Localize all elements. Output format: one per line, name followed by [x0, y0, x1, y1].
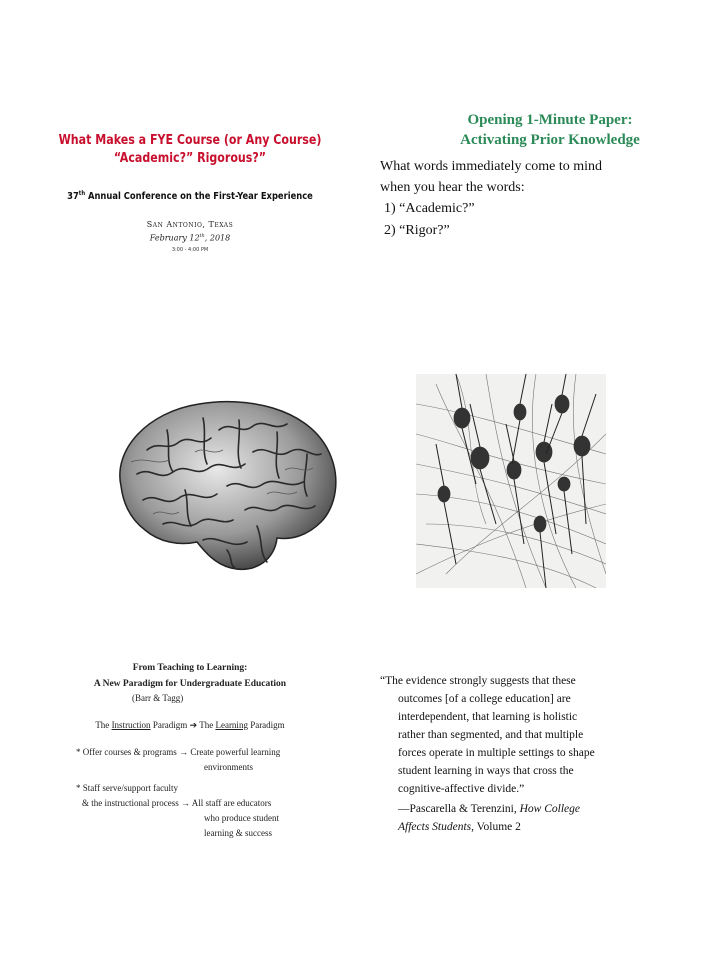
prompt-text: What words immediately come to mind when you hear the words: — [380, 159, 603, 195]
brain-illustration — [107, 390, 343, 580]
neuron-illustration — [416, 374, 606, 588]
comparison-row-courses: * Offer courses & programs → Create powerful learning — [76, 747, 281, 757]
slide-heading: Opening 1-Minute Paper: Activating Prior Knowledge — [460, 112, 640, 148]
time: 3:00 - 4:00 PM — [171, 246, 209, 253]
prompt-item-rigor: 2) “Rigor?” — [384, 223, 450, 238]
paradigm-comparison: The Instruction Paradigm ➔ The Learning Paradigm — [95, 720, 285, 730]
slide-heading: From Teaching to Learning: A New Paradigm for Undergraduate Education — [93, 663, 287, 689]
comparison-row-staff: * Staff serve/support faculty — [76, 783, 179, 793]
quote-attribution: —Pascarella & Terenzini, How College Affects Students, Volume 2 — [398, 803, 580, 833]
slide-neuron-image — [380, 360, 720, 660]
slide-paradigm: From Teaching to Learning: A New Paradigm for Undergraduate Education (Barr & Tagg) The Instruction Paradigm ➔ The Learning Paradigm * Offer courses & programs → Create powerful learning environments * Staff serve/support faculty & the instructional process → All staff are educators who produce student learning & success — [20, 660, 360, 860]
slide-quote — [380, 672, 720, 872]
date: February 12th, 2018 — [149, 233, 231, 243]
presentation-title: What Makes a FYE Course (or Any Course) “Academic?” Rigorous?” — [58, 133, 322, 166]
prompt-item-academic: 1) “Academic?” — [384, 201, 475, 216]
conference-name: 37th Annual Conference on the First-Year Experience — [67, 190, 313, 203]
authors: (Barr & Tagg) — [132, 693, 184, 703]
location: San Antonio, Texas — [146, 220, 234, 230]
slide-brain-image — [20, 360, 360, 660]
quote-text: “The evidence strongly suggests that these outcomes [of a college education] are interdependent, that learning is holistic rather than segmented, and that multiple forces operate in multiple settings to shape student learning in ways that cross the cognitive-affective divide.” — [380, 675, 595, 795]
